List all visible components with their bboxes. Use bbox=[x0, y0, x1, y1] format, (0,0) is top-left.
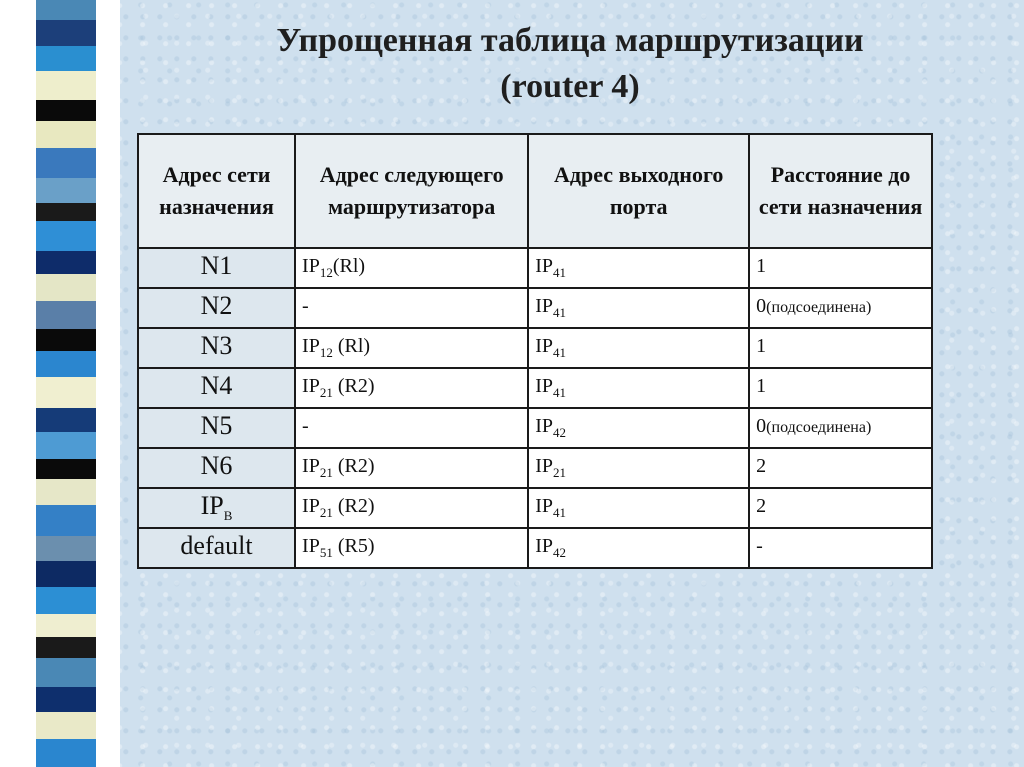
output-port-cell: $IP_{41}$ bbox=[528, 368, 749, 408]
stripe bbox=[36, 251, 96, 274]
output-port-cell: $IP_{42}$ bbox=[528, 408, 749, 448]
stripe bbox=[36, 479, 96, 506]
title-line-2: (router 4) bbox=[500, 68, 640, 105]
stripe bbox=[36, 687, 96, 712]
table-row bbox=[138, 448, 932, 488]
stripe bbox=[36, 561, 96, 588]
output-port-cell: $IP_{41}$ bbox=[528, 488, 749, 528]
next-hop-cell: $IP_{21}$ (R2) bbox=[295, 488, 528, 528]
stripe bbox=[36, 712, 96, 739]
next-hop-cell: $IP_{21}$ (R2) bbox=[295, 368, 528, 408]
output-port-cell: $IP_{41}$ bbox=[528, 248, 749, 288]
stripe bbox=[36, 221, 96, 251]
stripe bbox=[36, 0, 96, 20]
next-hop-cell: - bbox=[295, 288, 528, 328]
table-row bbox=[138, 328, 932, 368]
stripe bbox=[36, 351, 96, 378]
next-hop-cell: - bbox=[295, 408, 528, 448]
table-row bbox=[138, 488, 932, 528]
header-output-port: Адрес выходного порта bbox=[528, 134, 749, 248]
output-port-cell: $IP_{41}$ bbox=[528, 328, 749, 368]
table-row bbox=[138, 248, 932, 288]
table-row bbox=[138, 368, 932, 408]
striped-band bbox=[36, 0, 96, 767]
output-port-cell: $IP_{21}$ bbox=[528, 448, 749, 488]
stripe bbox=[36, 408, 96, 433]
stripe bbox=[36, 536, 96, 561]
stripe bbox=[36, 505, 96, 535]
next-hop-cell: $IP_{21}$ (R2) bbox=[295, 448, 528, 488]
stripe bbox=[36, 301, 96, 329]
destination-cell: $IP_B$ bbox=[138, 488, 295, 528]
next-hop-cell: $IP_{12}$ (Rl) bbox=[295, 328, 528, 368]
stripe bbox=[36, 658, 96, 686]
distance-cell: 0(подсоединена) bbox=[749, 288, 932, 328]
destination-cell: default bbox=[138, 528, 295, 568]
destination-cell: N4 bbox=[138, 368, 295, 408]
stripe bbox=[36, 148, 96, 178]
next-hop-cell: $IP_{51}$ (R5) bbox=[295, 528, 528, 568]
stripe bbox=[36, 100, 96, 121]
destination-cell: N3 bbox=[138, 328, 295, 368]
stripe bbox=[36, 121, 96, 148]
stripe bbox=[36, 71, 96, 99]
header-row bbox=[138, 134, 932, 248]
distance-cell: 0(подсоединена) bbox=[749, 408, 932, 448]
stripe bbox=[36, 203, 96, 221]
distance-cell: 1 bbox=[749, 328, 932, 368]
output-port-cell: $IP_{41}$ bbox=[528, 288, 749, 328]
table-row bbox=[138, 408, 932, 448]
stripe bbox=[36, 637, 96, 658]
stripe bbox=[36, 329, 96, 350]
stripe bbox=[36, 274, 96, 301]
stripe bbox=[36, 432, 96, 459]
destination-cell: N1 bbox=[138, 248, 295, 288]
stripe bbox=[36, 377, 96, 407]
output-port-cell: $IP_{42}$ bbox=[528, 528, 749, 568]
stripe bbox=[36, 178, 96, 203]
destination-cell: N5 bbox=[138, 408, 295, 448]
destination-cell: N2 bbox=[138, 288, 295, 328]
stripe bbox=[36, 587, 96, 614]
stripe bbox=[36, 20, 96, 47]
routing-table bbox=[137, 133, 933, 569]
header-distance: Расстояние до сети назначения bbox=[749, 134, 932, 248]
destination-cell: N6 bbox=[138, 448, 295, 488]
distance-cell: 1 bbox=[749, 248, 932, 288]
table-row bbox=[138, 288, 932, 328]
slide-title bbox=[160, 18, 980, 110]
header-destination: Адрес сети назначения bbox=[138, 134, 295, 248]
distance-cell: - bbox=[749, 528, 932, 568]
header-next-hop: Адрес следующего маршрутизатора bbox=[295, 134, 528, 248]
distance-cell: 1 bbox=[749, 368, 932, 408]
table-row bbox=[138, 528, 932, 568]
stripe bbox=[36, 459, 96, 479]
stripe bbox=[36, 46, 96, 71]
title-line-1: Упрощенная таблица маршрутизации bbox=[276, 22, 864, 59]
distance-cell: 2 bbox=[749, 448, 932, 488]
distance-cell: 2 bbox=[749, 488, 932, 528]
stripe bbox=[36, 739, 96, 767]
left-decoration-strip bbox=[0, 0, 120, 767]
stripe bbox=[36, 614, 96, 637]
next-hop-cell: $IP_{12}(Rl)$ bbox=[295, 248, 528, 288]
